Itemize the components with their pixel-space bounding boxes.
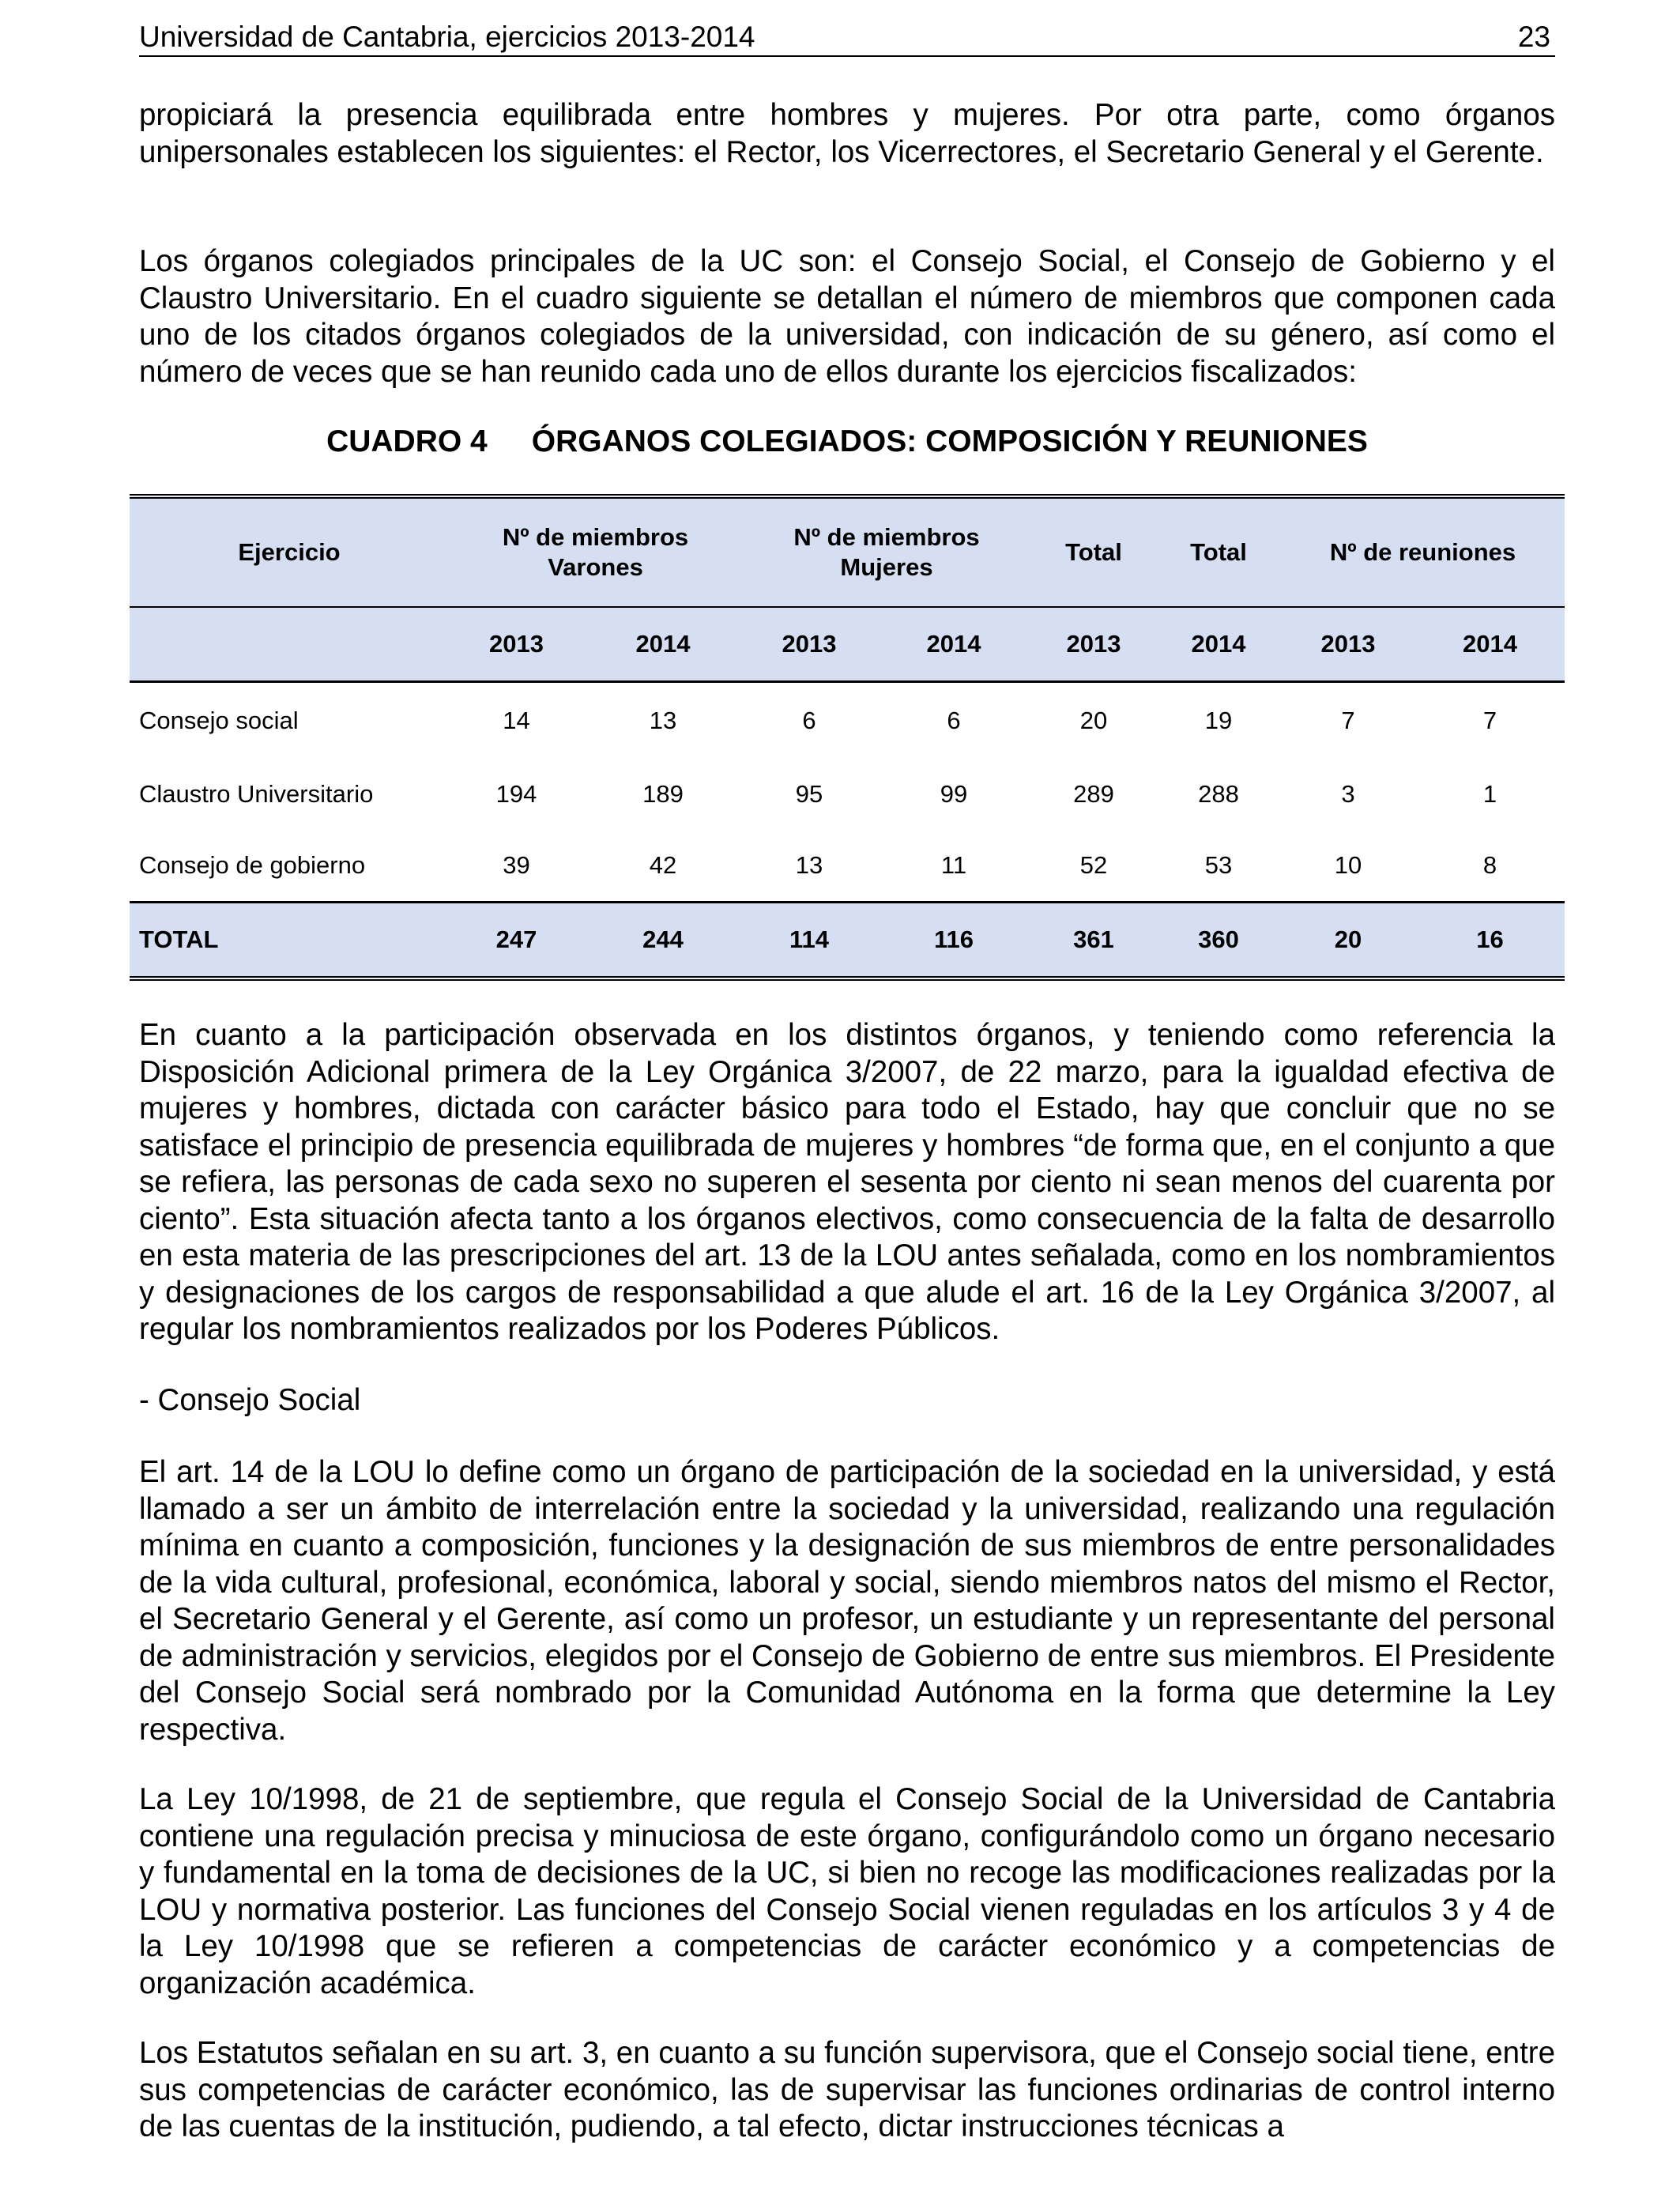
total-cell: 20 (1281, 903, 1415, 979)
row-name: Consejo social (139, 707, 299, 734)
paragraph-4: - Consejo Social (139, 1383, 361, 1417)
header-title: Universidad de Cantabria, ejercicios 2013-2014 (139, 21, 755, 53)
header-varones-text: Nº de miembros Varones (502, 523, 689, 581)
total-cell: 244 (584, 903, 742, 979)
year-blank (130, 607, 449, 682)
table-cell: 13 (649, 707, 677, 734)
paragraph-7: Los Estatutos señalan en su art. 3, en cuanto a su función supervisora, que el Consejo social tiene, entre sus competencias de carácter económico, las de supervisar las funciones ordinarias de control interno de las cuentas de la institución, pudiendo, a tal efecto, dictar instrucciones técnicas a (139, 2036, 1555, 2143)
table-cell: 194 (495, 780, 537, 808)
table-cell: 189 (642, 780, 684, 808)
table-cell: 19 (1204, 707, 1233, 734)
table-cell: 7 (1482, 707, 1497, 734)
page-header (139, 19, 1555, 57)
table-cell: 8 (1482, 851, 1497, 879)
year-cell: 2014 (876, 607, 1031, 682)
header-mujeres (742, 496, 1031, 607)
table-cell: 53 (1204, 851, 1233, 879)
table-cell: 42 (649, 851, 677, 879)
year-cell: 2013 (1031, 607, 1156, 682)
total-label: TOTAL (130, 903, 449, 979)
table-cell: 14 (503, 707, 530, 734)
organos-table-container (130, 494, 1565, 981)
table-caption (139, 422, 1555, 462)
total-cell: 114 (742, 903, 876, 979)
total-cell: 116 (876, 903, 1031, 979)
table-header-row (130, 496, 1565, 607)
table-cell: 39 (503, 851, 530, 879)
table-cell: 3 (1341, 780, 1355, 808)
paragraph-3: En cuanto a la participación observada en los distintos órganos, y teniendo como referencia la Disposición Adicional primera de la Ley Orgánica 3/2007, de 22 marzo, para la igualdad efectiva de mujeres y hombres, dictada con carácter básico para todo el Estado, hay que concluir que no se satisface el principio de presencia equilibrada de mujeres y hombres “de forma que, en el conjunto a que se refiera, las personas de cada sexo no superen el sesenta por ciento ni sean menos del cuarenta por ciento”. Esta situación afecta tanto a los órganos electivos, como consecuencia de la falta de desarrollo en esta materia de las prescripciones del art. 13 de la LOU antes señalada, como en los nombramientos y designaciones de los cargos de responsabilidad a que alude el art. 16 de la Ley Orgánica 3/2007, al regular los nombramientos realizados por los Poderes Públicos. (139, 1018, 1555, 1346)
table-cell: 20 (1079, 707, 1108, 734)
table-cell: 11 (940, 851, 967, 879)
table-row (130, 682, 1565, 760)
year-cell: 2014 (1415, 607, 1565, 682)
table-cell: 99 (940, 780, 968, 808)
paragraph-5: El art. 14 de la LOU lo define como un órgano de participación de la sociedad en la universidad, y está llamado a ser un ámbito de interrelación entre la sociedad y la universidad, realizando una regulación mínima en cuanto a composición, funciones y la designación de sus miembros de entre personalidades de la vida cultural, profesional, económica, laboral y social, siendo miembros natos del mismo el Rector, el Secretario General y el Gerente, así como un profesor, un estudiante y un representante del personal de administración y servicios, elegidos por el Consejo de Gobierno de entre sus miembros. El Presidente del Consejo Social será nombrado por la Comunidad Autónoma en la forma que determine la Ley respectiva. (139, 1455, 1555, 1747)
total-cell: 16 (1415, 903, 1565, 979)
year-cell: 2014 (1156, 607, 1281, 682)
organos-table (130, 494, 1565, 981)
year-cell: 2014 (584, 607, 742, 682)
table-cell: 7 (1341, 707, 1355, 734)
header-ejercicio: Ejercicio (130, 496, 449, 607)
table-cell: 13 (795, 851, 823, 879)
page-number: 23 (1517, 21, 1550, 53)
total-cell: 361 (1031, 903, 1156, 979)
table-cell: 95 (795, 780, 823, 808)
row-name: Consejo de gobierno (139, 851, 366, 879)
year-cell: 2013 (742, 607, 876, 682)
row-name: Claustro Universitario (139, 780, 374, 808)
table-cell: 6 (947, 707, 961, 734)
table-cell: 289 (1073, 780, 1114, 808)
caption-number: CUADRO 4 (326, 424, 488, 458)
year-cell: 2013 (449, 607, 584, 682)
total-cell: 360 (1156, 903, 1281, 979)
header-total-a: Total (1031, 496, 1156, 607)
year-cell: 2013 (1281, 607, 1415, 682)
paragraph-6: La Ley 10/1998, de 21 de septiembre, que regula el Consejo Social de la Universidad de Cantabria contiene una regulación precisa y minuciosa de este órgano, configurándolo como un órgano necesario y fundamental en la toma de decisiones de la UC, si bien no recoge las modificaciones realizadas por la LOU y normativa posterior. Las funciones del Consejo Social vienen reguladas en los artículos 3 y 4 de la Ley 10/1998 que se refieren a competencias de carácter económico y a competencias de organización académica. (139, 1782, 1555, 2000)
table-row (130, 830, 1565, 903)
header-total-b: Total (1156, 496, 1281, 607)
table-cell: 1 (1482, 780, 1497, 808)
total-cell: 247 (449, 903, 584, 979)
header-mujeres-text: Nº de miembros Mujeres (793, 523, 980, 581)
table-total-row (130, 903, 1565, 979)
table-cell: 10 (1334, 851, 1362, 879)
table-cell: 6 (802, 707, 816, 734)
paragraph-1: propiciará la presencia equilibrada entre hombres y mujeres. Por otra parte, como órganos unipersonales establecen los siguientes: el Rector, los Vicerrectores, el Secretario General y el Gerente. (139, 98, 1555, 169)
table-year-row (130, 607, 1565, 682)
table-cell: 288 (1198, 780, 1239, 808)
caption-title: ÓRGANOS COLEGIADOS: COMPOSICIÓN Y REUNIONES (531, 424, 1368, 458)
table-row (130, 759, 1565, 830)
table-cell: 52 (1079, 851, 1108, 879)
header-varones (449, 496, 742, 607)
paragraph-2: Los órganos colegiados principales de la UC son: el Consejo Social, el Consejo de Gobierno y el Claustro Universitario. En el cuadro siguiente se detallan el número de miembros que componen cada uno de los citados órganos colegiados de la universidad, con indicación de su género, así como el número de veces que se han reunido cada uno de ellos durante los ejercicios fiscalizados: (139, 244, 1555, 389)
header-reuniones: Nº de reuniones (1281, 496, 1565, 607)
